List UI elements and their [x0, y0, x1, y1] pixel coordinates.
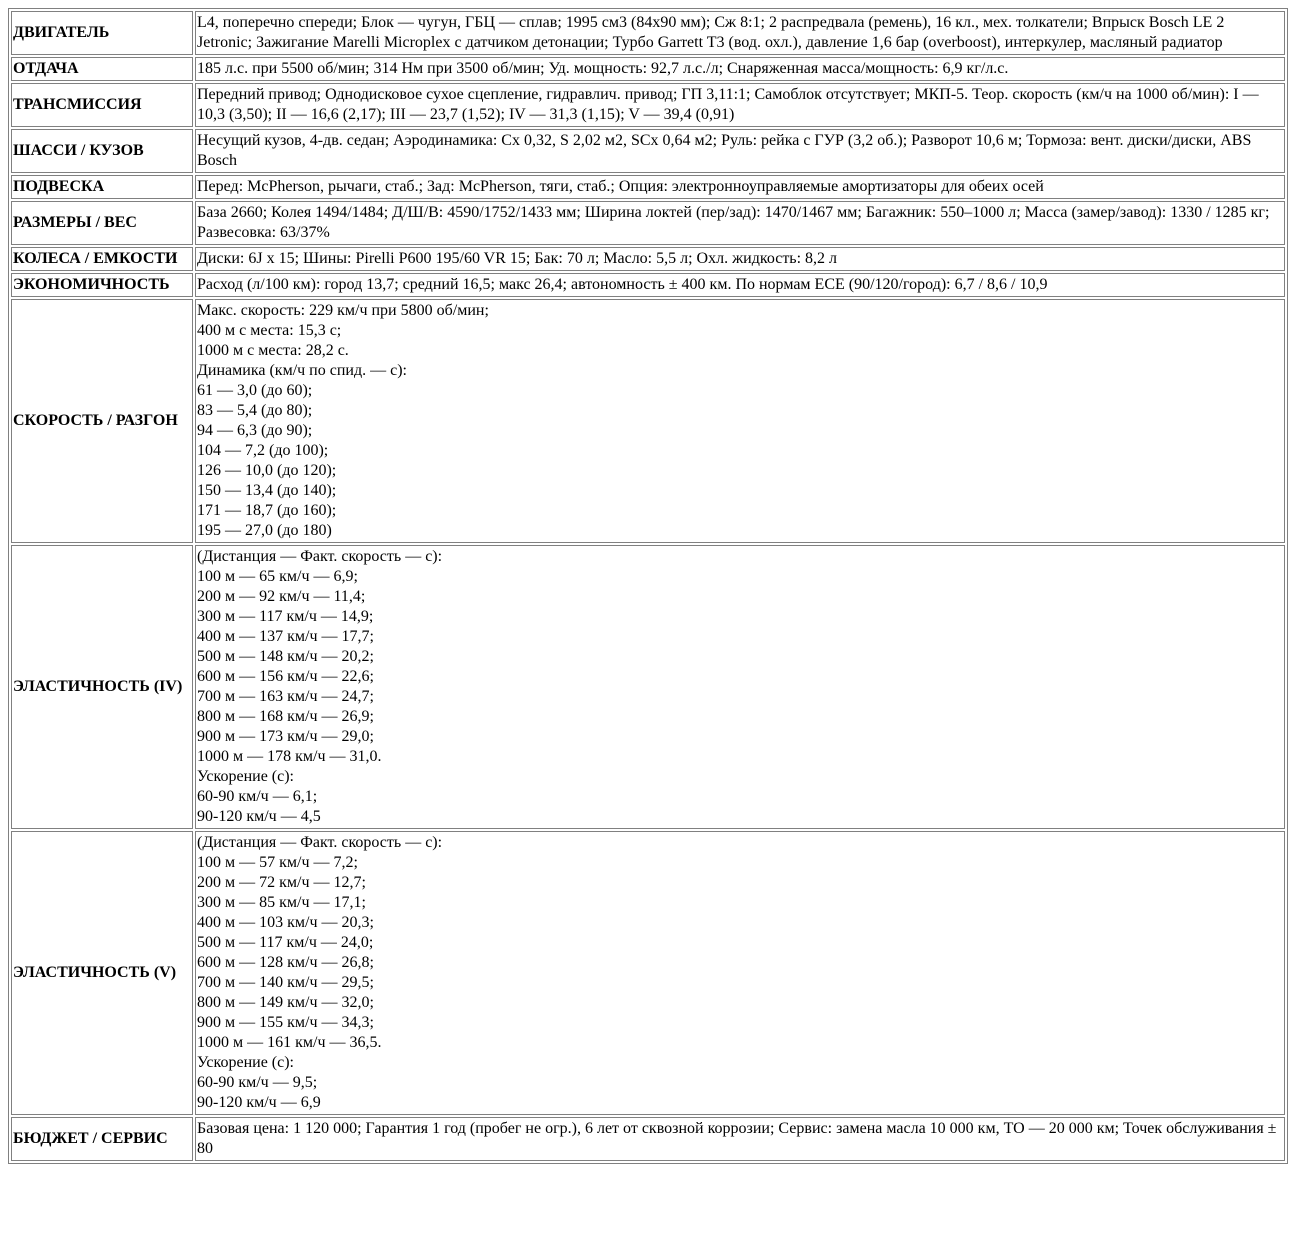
table-row: [11, 545, 1285, 829]
cell-line: Макс. скорость: 229 км/ч при 5800 об/мин;: [197, 302, 489, 319]
cell-line: 100 м — 65 км/ч — 6,9;: [197, 568, 358, 585]
cell-line: 400 м с места: 15,3 с;: [197, 322, 342, 339]
cell-line: 700 м — 140 км/ч — 29,5;: [197, 974, 374, 991]
spec-table: [8, 8, 1288, 1164]
cell-line: 500 м — 117 км/ч — 24,0;: [197, 934, 374, 951]
row-value-output: 185 л.с. при 5500 об/мин; 314 Нм при 3500 об/мин; Уд. мощность: 92,7 л.с./л; Снаряженная масса/мощность: 6,9 кг/л.с.: [195, 57, 1285, 81]
cell-line: (Дистанция — Факт. скорость — с):: [197, 548, 443, 565]
table-row: [11, 1117, 1285, 1161]
row-label-engine: ДВИГАТЕЛЬ: [11, 11, 193, 55]
cell-line: 400 м — 137 км/ч — 17,7;: [197, 628, 374, 645]
row-value-speed: [195, 299, 1285, 543]
cell-line: 126 — 10,0 (до 120);: [197, 462, 337, 479]
cell-line: 90-120 км/ч — 6,9: [197, 1094, 321, 1111]
cell-line: 800 м — 168 км/ч — 26,9;: [197, 708, 374, 725]
cell-line: 600 м — 156 км/ч — 22,6;: [197, 668, 374, 685]
cell-line: 200 м — 92 км/ч — 11,4;: [197, 588, 366, 605]
table-row: [11, 11, 1285, 55]
row-label-speed: СКОРОСТЬ / РАЗГОН: [11, 299, 193, 543]
cell-line: 800 м — 149 км/ч — 32,0;: [197, 994, 374, 1011]
cell-line: 1000 м — 178 км/ч — 31,0.: [197, 748, 382, 765]
table-row: [11, 201, 1285, 245]
cell-line: Ускорение (с):: [197, 1054, 294, 1071]
table-row: [11, 129, 1285, 173]
cell-line: 61 — 3,0 (до 60);: [197, 382, 313, 399]
row-label-economy: ЭКОНОМИЧНОСТЬ: [11, 273, 193, 297]
cell-line: 500 м — 148 км/ч — 20,2;: [197, 648, 374, 665]
cell-line: 400 м — 103 км/ч — 20,3;: [197, 914, 374, 931]
row-value-elasticity-v: [195, 831, 1285, 1115]
cell-line: 60-90 км/ч — 6,1;: [197, 788, 318, 805]
row-value-wheels: Диски: 6J x 15; Шины: Pirelli P600 195/60 VR 15; Бак: 70 л; Масло: 5,5 л; Охл. жидкость: 8,2 л: [195, 247, 1285, 271]
row-label-elasticity-v: ЭЛАСТИЧНОСТЬ (V): [11, 831, 193, 1115]
cell-line: 600 м — 128 км/ч — 26,8;: [197, 954, 374, 971]
cell-line: 300 м — 85 км/ч — 17,1;: [197, 894, 366, 911]
row-label-dimensions: РАЗМЕРЫ / ВЕС: [11, 201, 193, 245]
cell-line: 700 м — 163 км/ч — 24,7;: [197, 688, 374, 705]
cell-line: 900 м — 155 км/ч — 34,3;: [197, 1014, 374, 1031]
cell-line: 100 м — 57 км/ч — 7,2;: [197, 854, 358, 871]
table-row: [11, 57, 1285, 81]
cell-line: 171 — 18,7 (до 160);: [197, 502, 337, 519]
table-row: [11, 175, 1285, 199]
row-label-chassis: ШАССИ / КУЗОВ: [11, 129, 193, 173]
cell-line: 195 — 27,0 (до 180): [197, 522, 332, 539]
row-value-suspension: Перед: McPherson, рычаги, стаб.; Зад: McPherson, тяги, стаб.; Опция: электронноуправляемые амортизаторы для обеих осей: [195, 175, 1285, 199]
cell-line: 1000 м — 161 км/ч — 36,5.: [197, 1034, 382, 1051]
cell-line: (Дистанция — Факт. скорость — с):: [197, 834, 443, 851]
table-row: [11, 299, 1285, 543]
cell-line: 83 — 5,4 (до 80);: [197, 402, 313, 419]
table-row: [11, 247, 1285, 271]
cell-line: 60-90 км/ч — 9,5;: [197, 1074, 318, 1091]
cell-line: 300 м — 117 км/ч — 14,9;: [197, 608, 374, 625]
row-label-elasticity-iv: ЭЛАСТИЧНОСТЬ (IV): [11, 545, 193, 829]
cell-line: 200 м — 72 км/ч — 12,7;: [197, 874, 366, 891]
row-value-transmission: Передний привод; Однодисковое сухое сцепление, гидравлич. привод; ГП 3,11:1; Самоблок отсутствует; МКП-5. Теор. скорость (км/ч на 1000 об/мин): I — 10,3 (3,50); II — 16,6 (2,17); III — 23,7 (1,52); IV — 31,3 (1,15); V — 39,4 (0,91): [195, 83, 1285, 127]
row-value-economy: Расход (л/100 км): город 13,7; средний 16,5; макс 26,4; автономность ± 400 км. По нормам ECE (90/120/город): 6,7 / 8,6 / 10,9: [195, 273, 1285, 297]
row-value-chassis: Несущий кузов, 4-дв. седан; Аэродинамика: Cx 0,32, S 2,02 м2, SCx 0,64 м2; Руль: рейка с ГУР (3,2 об.); Разворот 10,6 м; Тормоза: вент. диски/диски, ABS Bosch: [195, 129, 1285, 173]
row-value-elasticity-iv: [195, 545, 1285, 829]
table-row: [11, 83, 1285, 127]
cell-line: 1000 м с места: 28,2 с.: [197, 342, 349, 359]
row-label-output: ОТДАЧА: [11, 57, 193, 81]
cell-line: 94 — 6,3 (до 90);: [197, 422, 313, 439]
cell-line: Ускорение (с):: [197, 768, 294, 785]
table-row: [11, 831, 1285, 1115]
cell-line: 104 — 7,2 (до 100);: [197, 442, 329, 459]
row-value-budget: Базовая цена: 1 120 000; Гарантия 1 год (пробег не огр.), 6 лет от сквозной коррозии; Сервис: замена масла 10 000 км, ТО — 20 000 км; Точек обслуживания ± 80: [195, 1117, 1285, 1161]
row-value-engine: L4, поперечно спереди; Блок — чугун, ГБЦ — сплав; 1995 см3 (84x90 мм); Сж 8:1; 2 распредвала (ремень), 16 кл., мех. толкатели; Впрыск Bosch LE 2 Jetronic; Зажигание Marelli Microplex с датчиком детонации; Турбо Garrett T3 (вод. охл.), давление 1,6 бар (overboost), интеркулер, масляный радиатор: [195, 11, 1285, 55]
cell-line: 90-120 км/ч — 4,5: [197, 808, 321, 825]
table-row: [11, 273, 1285, 297]
row-label-budget: БЮДЖЕТ / СЕРВИС: [11, 1117, 193, 1161]
cell-line: Динамика (км/ч по спид. — с):: [197, 362, 407, 379]
row-label-suspension: ПОДВЕСКА: [11, 175, 193, 199]
row-label-transmission: ТРАНСМИССИЯ: [11, 83, 193, 127]
cell-line: 900 м — 173 км/ч — 29,0;: [197, 728, 374, 745]
row-value-dimensions: База 2660; Колея 1494/1484; Д/Ш/В: 4590/1752/1433 мм; Ширина локтей (пер/зад): 1470/1467 мм; Багажник: 550–1000 л; Масса (замер/завод): 1330 / 1285 кг; Развесовка: 63/37%: [195, 201, 1285, 245]
row-label-wheels: КОЛЕСА / ЕМКОСТИ: [11, 247, 193, 271]
cell-line: 150 — 13,4 (до 140);: [197, 482, 337, 499]
